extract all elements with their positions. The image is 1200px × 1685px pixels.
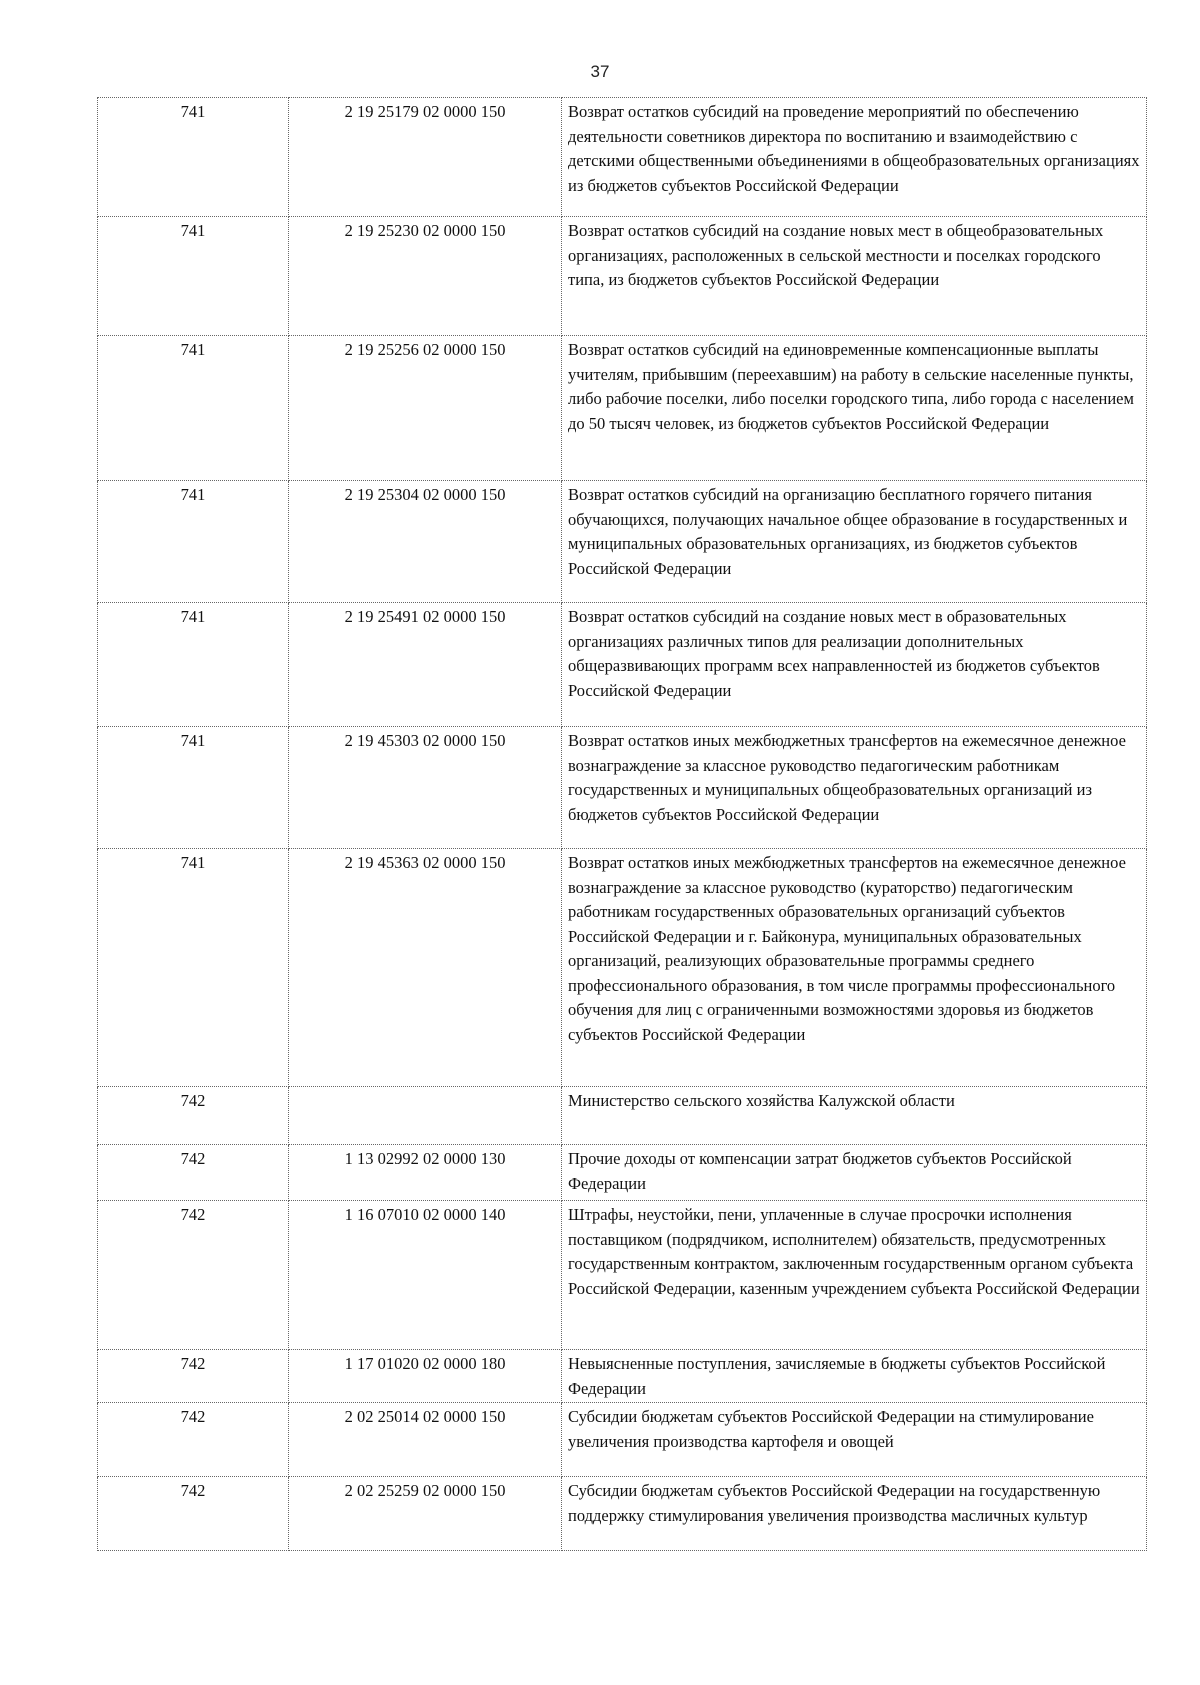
description-cell: Невыясненные поступления, зачисляемые в бюджеты субъектов Российской Федерации [562, 1350, 1147, 1403]
admin-code-cell: 741 [98, 98, 289, 217]
budget-code-cell: 2 02 25259 02 0000 150 [289, 1477, 562, 1551]
description-cell: Возврат остатков субсидий на создание новых мест в образовательных организациях различных типов для реализации дополнительных общеразвивающих программ всех направленностей из бюджетов субъектов Российской Федерации [562, 603, 1147, 727]
budget-code-cell: 2 19 25304 02 0000 150 [289, 481, 562, 603]
table-row [98, 336, 1147, 481]
revenue-codes-table [97, 97, 1147, 1551]
admin-code-cell: 741 [98, 336, 289, 481]
table-row [98, 849, 1147, 1087]
description-cell: Возврат остатков субсидий на организацию бесплатного горячего питания обучающихся, получающих начальное общее образование в государственных и муниципальных образовательных организациях, из бюджетов субъектов Российской Федерации [562, 481, 1147, 603]
description-cell: Субсидии бюджетам субъектов Российской Федерации на государственную поддержку стимулирования увеличения производства масличных культур [562, 1477, 1147, 1551]
table-row [98, 603, 1147, 727]
table-row [98, 1403, 1147, 1477]
table-row [98, 727, 1147, 849]
budget-code-cell: 2 19 25491 02 0000 150 [289, 603, 562, 727]
admin-code-cell: 741 [98, 727, 289, 849]
description-cell: Министерство сельского хозяйства Калужской области [562, 1087, 1147, 1145]
description-cell: Возврат остатков субсидий на создание новых мест в общеобразовательных организациях, расположенных в сельской местности и поселках городского типа, из бюджетов субъектов Российской Федерации [562, 217, 1147, 336]
budget-code-cell: 1 13 02992 02 0000 130 [289, 1145, 562, 1201]
table-row [98, 1087, 1147, 1145]
budget-code-cell: 2 19 45303 02 0000 150 [289, 727, 562, 849]
admin-code-cell: 741 [98, 603, 289, 727]
budget-code-cell [289, 1087, 562, 1145]
table-body [98, 98, 1147, 1551]
admin-code-cell: 741 [98, 481, 289, 603]
table-row [98, 217, 1147, 336]
description-cell: Возврат остатков субсидий на единовременные компенсационные выплаты учителям, прибывшим (переехавшим) на работу в сельские населенные пункты, либо рабочие поселки, либо поселки городского типа, либо города с населением до 50 тысяч человек, из бюджетов субъектов Российской Федерации [562, 336, 1147, 481]
admin-code-cell: 742 [98, 1087, 289, 1145]
admin-code-cell: 742 [98, 1477, 289, 1551]
description-cell: Возврат остатков субсидий на проведение мероприятий по обеспечению деятельности советников директора по воспитанию и взаимодействию с детскими общественными объединениями в общеобразовательных организациях из бюджетов субъектов Российской Федерации [562, 98, 1147, 217]
page-number: 37 [590, 62, 610, 81]
table-row [98, 481, 1147, 603]
budget-code-cell: 2 19 25179 02 0000 150 [289, 98, 562, 217]
description-cell: Прочие доходы от компенсации затрат бюджетов субъектов Российской Федерации [562, 1145, 1147, 1201]
admin-code-cell: 742 [98, 1145, 289, 1201]
description-cell: Субсидии бюджетам субъектов Российской Федерации на стимулирование увеличения производства картофеля и овощей [562, 1403, 1147, 1477]
table-row [98, 98, 1147, 217]
budget-code-cell: 2 02 25014 02 0000 150 [289, 1403, 562, 1477]
admin-code-cell: 741 [98, 849, 289, 1087]
budget-code-cell: 1 17 01020 02 0000 180 [289, 1350, 562, 1403]
description-cell: Возврат остатков иных межбюджетных трансфертов на ежемесячное денежное вознаграждение за классное руководство педагогическим работникам государственных и муниципальных общеобразовательных организаций из бюджетов субъектов Российской Федерации [562, 727, 1147, 849]
budget-code-cell: 2 19 25256 02 0000 150 [289, 336, 562, 481]
budget-code-cell: 2 19 25230 02 0000 150 [289, 217, 562, 336]
table-row [98, 1350, 1147, 1403]
table-row [98, 1477, 1147, 1551]
admin-code-cell: 742 [98, 1350, 289, 1403]
description-cell: Возврат остатков иных межбюджетных трансфертов на ежемесячное денежное вознаграждение за классное руководство (кураторство) педагогическим работникам государственных образовательных организаций субъектов Российской Федерации и г. Байконура, муниципальных образовательных организаций, реализующих образовательные программы среднего профессионального образования, в том числе программы профессионального обучения для лиц с ограниченными возможностями здоровья из бюджетов субъектов Российской Федерации [562, 849, 1147, 1087]
admin-code-cell: 742 [98, 1201, 289, 1350]
description-cell: Штрафы, неустойки, пени, уплаченные в случае просрочки исполнения поставщиком (подрядчиком, исполнителем) обязательств, предусмотренных государственным контрактом, заключенным государственным органом субъекта Российской Федерации, казенным учреждением субъекта Российской Федерации [562, 1201, 1147, 1350]
table-row [98, 1201, 1147, 1350]
table-row [98, 1145, 1147, 1201]
admin-code-cell: 742 [98, 1403, 289, 1477]
budget-code-cell: 2 19 45363 02 0000 150 [289, 849, 562, 1087]
admin-code-cell: 741 [98, 217, 289, 336]
budget-code-cell: 1 16 07010 02 0000 140 [289, 1201, 562, 1350]
